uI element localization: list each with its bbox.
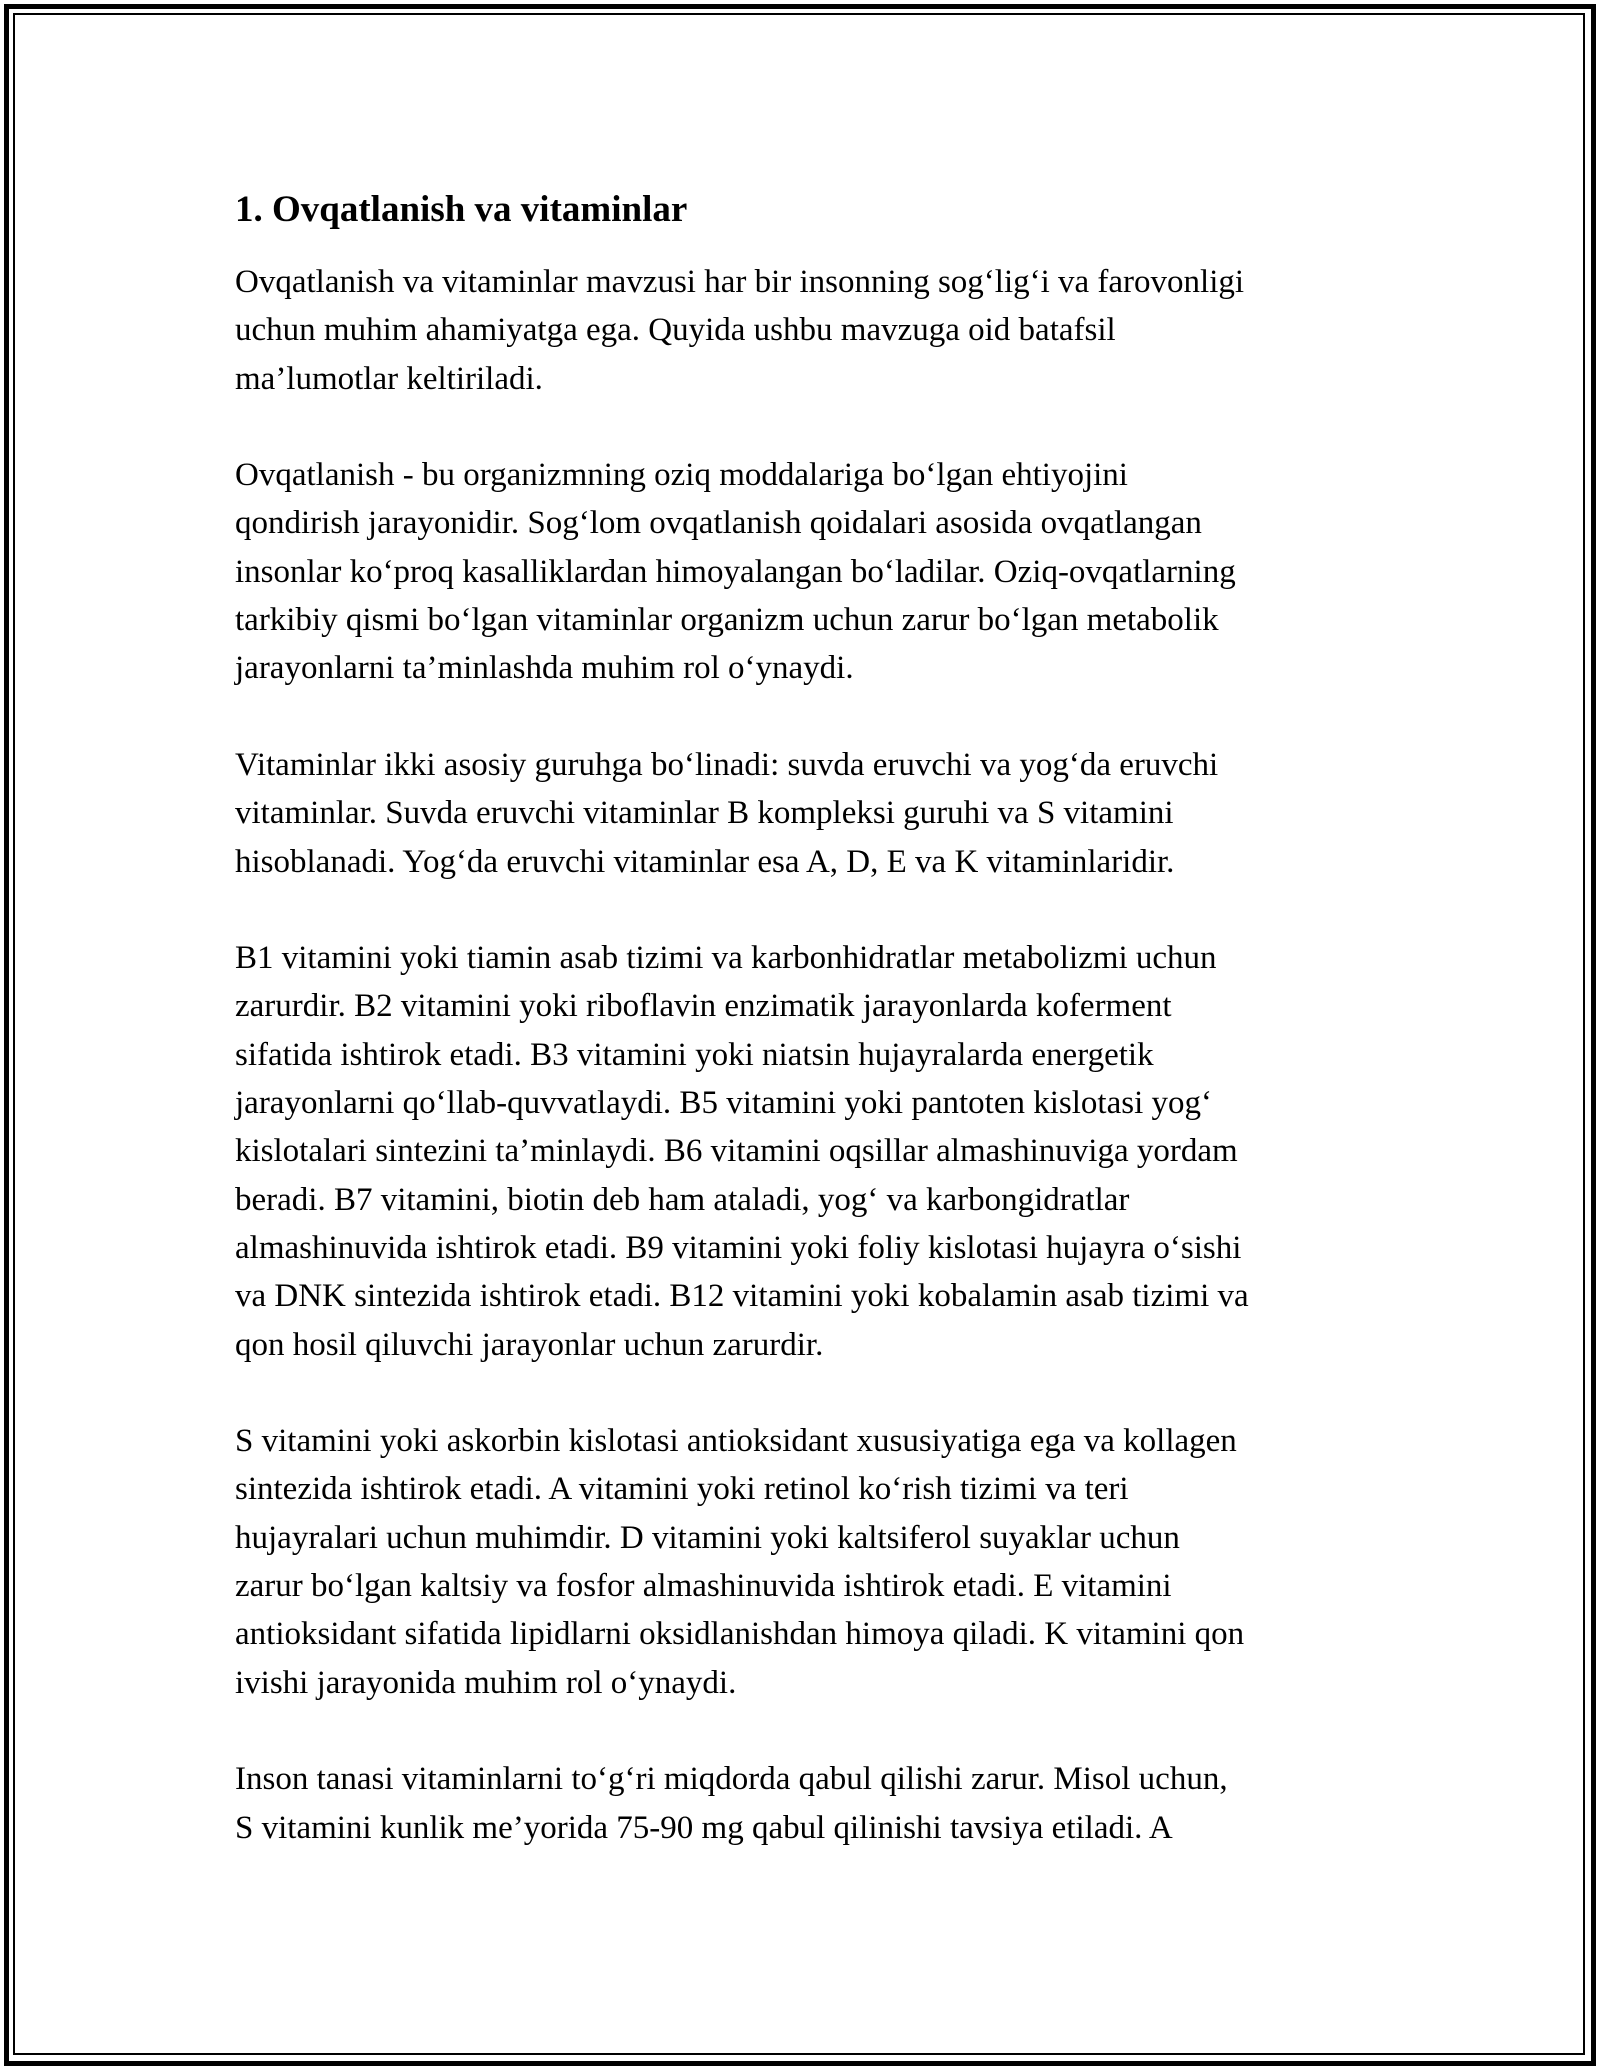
paragraph-line: ma’lumotlar keltiriladi. xyxy=(235,360,543,397)
paragraph-line: insonlar ko‘proq kasalliklardan himoyalangan bo‘ladilar. Oziq-ovqatlarning xyxy=(235,553,1236,590)
paragraph-line: almashinuvida ishtirok etadi. B9 vitamini yoki foliy kislotasi hujayra o‘sishi xyxy=(235,1229,1242,1266)
paragraph-line: uchun muhim ahamiyatga ega. Quyida ushbu mavzuga oid batafsil xyxy=(235,312,1116,349)
paragraph-line: va DNK sintezida ishtirok etadi. B12 vitamini yoki kobalamin asab tizimi va xyxy=(235,1278,1249,1315)
paragraph-vitamin-groups xyxy=(235,741,1375,886)
paragraph-line: zarur bo‘lgan kaltsiy va fosfor almashinuvida ishtirok etadi. E vitamini xyxy=(235,1568,1172,1605)
paragraph-line: antioksidant sifatida lipidlarni oksidlanishdan himoya qiladi. K vitamini qon xyxy=(235,1616,1245,1653)
paragraph-line: jarayonlarni ta’minlashda muhim rol o‘ynaydi. xyxy=(235,650,854,687)
paragraph-line: S vitamini kunlik me’yorida 75-90 mg qabul qilinishi tavsiya etiladi. A xyxy=(235,1809,1173,1846)
document-body xyxy=(235,186,1375,1900)
paragraph-line: vitaminlar. Suvda eruvchi vitaminlar B kompleksi guruhi va S vitamini xyxy=(235,795,1174,832)
paragraph-line: hisoblanadi. Yog‘da eruvchi vitaminlar esa A, D, E va K vitaminlaridir. xyxy=(235,843,1175,880)
paragraph-line: Vitaminlar ikki asosiy guruhga bo‘linadi: suvda eruvchi va yog‘da eruvchi xyxy=(235,746,1219,783)
paragraph-line: jarayonlarni qo‘llab-quvvatlaydi. B5 vitamini yoki pantoten kislotasi yog‘ xyxy=(235,1085,1212,1122)
paragraph-line: ivishi jarayonida muhim rol o‘ynaydi. xyxy=(235,1664,737,1701)
paragraph-other-vitamins xyxy=(235,1417,1375,1707)
paragraph-line: zarurdir. B2 vitamini yoki riboflavin enzimatik jarayonlarda koferment xyxy=(235,988,1172,1025)
paragraph-line: beradi. B7 vitamini, biotin deb ham ataladi, yog‘ va karbongidratlar xyxy=(235,1181,1130,1218)
paragraph-line: Ovqatlanish va vitaminlar mavzusi har bir insonning sog‘lig‘i va farovonligi xyxy=(235,264,1245,300)
paragraph-line: qon hosil qiluvchi jarayonlar uchun zarurdir. xyxy=(235,1326,824,1363)
paragraph-line: B1 vitamini yoki tiamin asab tizimi va karbonhidratlar metabolizmi uchun xyxy=(235,940,1217,977)
paragraph-nutrition-definition xyxy=(235,451,1375,692)
paragraph-line: kislotalari sintezini ta’minlaydi. B6 vitamini oqsillar almashinuviga yordam xyxy=(235,1133,1238,1170)
paragraph-line: sifatida ishtirok etadi. B3 vitamini yoki niatsin hujayralarda energetik xyxy=(235,1036,1154,1073)
paragraph-line: Inson tanasi vitaminlarni to‘g‘ri miqdorda qabul qilishi zarur. Misol uchun, xyxy=(235,1761,1228,1798)
paragraph-line: qondirish jarayonidir. Sog‘lom ovqatlanish qoidalari asosida ovqatlangan xyxy=(235,505,1202,542)
document-title: 1. Ovqatlanish va vitaminlar xyxy=(235,189,688,230)
paragraph-daily-intake xyxy=(235,1755,1375,1852)
paragraph-line: S vitamini yoki askorbin kislotasi antioksidant xususiyatiga ega va kollagen xyxy=(235,1423,1237,1460)
paragraph-line: tarkibiy qismi bo‘lgan vitaminlar organizm uchun zarur bo‘lgan metabolik xyxy=(235,602,1219,639)
paragraph-line: hujayralari uchun muhimdir. D vitamini yoki kaltsiferol suyaklar uchun xyxy=(235,1519,1180,1556)
paragraph-line: sintezida ishtirok etadi. A vitamini yoki retinol ko‘rish tizimi va teri xyxy=(235,1471,1129,1508)
paragraph-intro xyxy=(235,258,1375,403)
paragraph-line: Ovqatlanish - bu organizmning oziq moddalariga bo‘lgan ehtiyojini xyxy=(235,457,1128,494)
paragraph-b-vitamins xyxy=(235,934,1375,1369)
